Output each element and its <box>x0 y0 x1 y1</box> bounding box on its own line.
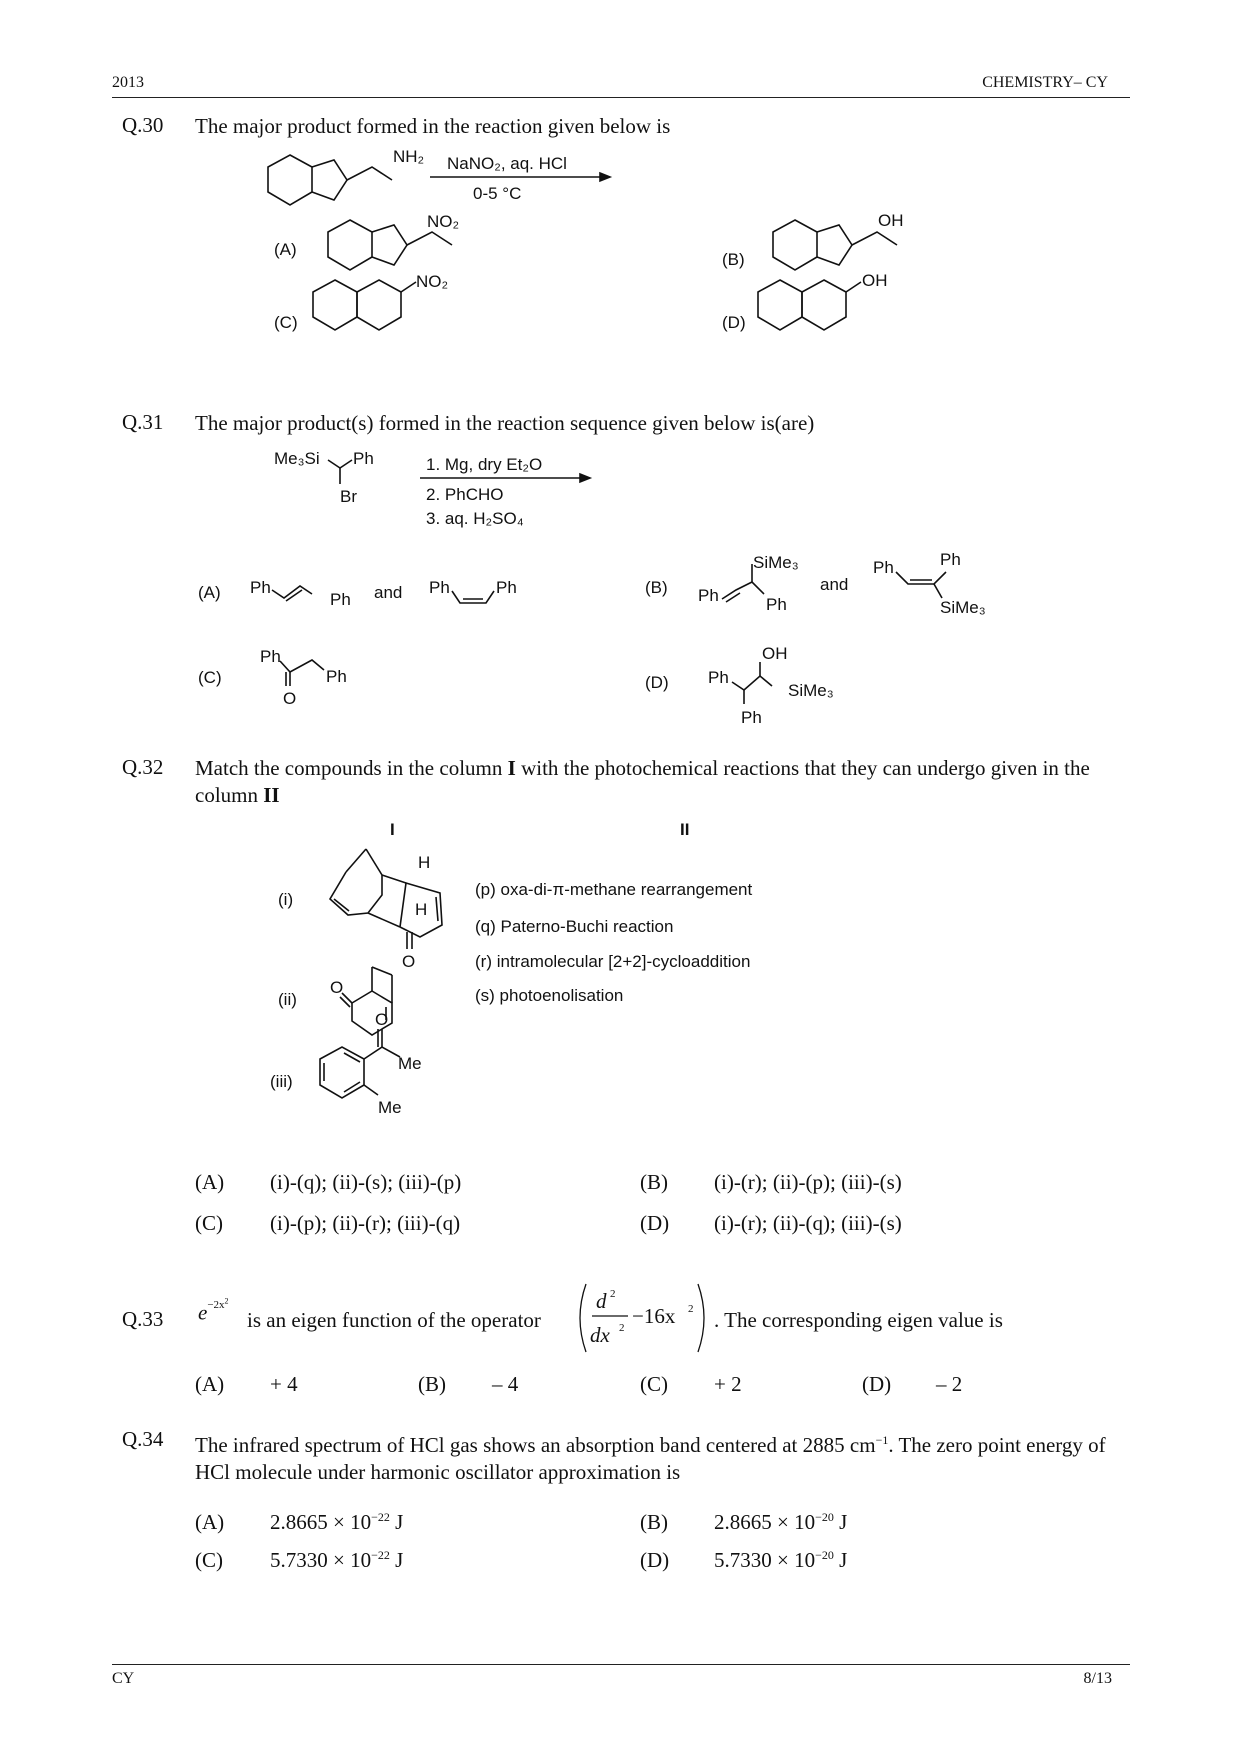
q30-option-c: (C) <box>274 313 298 332</box>
q31-number: Q.31 <box>122 410 164 434</box>
svg-text:2: 2 <box>619 1322 625 1334</box>
q30-option-d: (D) <box>722 313 746 332</box>
footer-page: 8/13 <box>1083 1670 1112 1687</box>
q30-structure-a <box>328 212 459 270</box>
q31-scheme <box>180 440 1080 730</box>
q32-reaction-s: (s) photoenolisation <box>475 986 624 1005</box>
q31-step-3: 3. aq. H₂SO₄ <box>426 509 524 528</box>
q31-option-a: (A) <box>198 583 221 602</box>
q30-text: The major product formed in the reaction given below is <box>195 114 671 138</box>
header-subject: CHEMISTRY– CY <box>982 74 1108 91</box>
q30-oh-d: OH <box>862 271 888 290</box>
header-rule <box>112 97 1130 98</box>
svg-text:Ph: Ph <box>940 550 961 569</box>
q32-option-a-text: (i)-(q); (ii)-(s); (iii)-(p) <box>270 1170 462 1194</box>
svg-text:Ph: Ph <box>873 558 894 577</box>
q31-structure-d <box>708 644 834 727</box>
q32-col2-head: II <box>680 820 690 839</box>
q31-step-2: 2. PhCHO <box>426 485 504 504</box>
q30-scheme <box>230 145 1030 375</box>
q31-text: The major product(s) formed in the reaction sequence given below is(are) <box>195 411 815 435</box>
q30-no2-c: NO₂ <box>416 272 449 291</box>
svg-text:Ph: Ph <box>250 578 271 597</box>
q32-reaction-p: (p) oxa-di-π-methane rearrangement <box>475 880 753 899</box>
svg-text:dx: dx <box>590 1323 610 1347</box>
svg-text:O: O <box>375 1010 389 1029</box>
q32-reaction-q: (q) Paterno-Buchi reaction <box>475 917 674 936</box>
q30-structure-d <box>758 271 888 330</box>
q31-structure-a <box>250 578 517 609</box>
q31-step-1: 1. Mg, dry Et₂O <box>426 455 543 474</box>
svg-text:O: O <box>402 952 416 971</box>
svg-text:Ph: Ph <box>326 667 347 686</box>
svg-text:Ph: Ph <box>708 668 729 687</box>
footer-code: CY <box>112 1670 135 1687</box>
q31-and-a: and <box>374 583 403 602</box>
q34-option-c-value: $5.7330 \times 10^{-22}$ J <box>270 1548 404 1572</box>
q33-text-mid: is an eigen function of the operator <box>247 1308 541 1332</box>
q30-oh-b: OH <box>878 211 904 230</box>
q34-option-d-value: $5.7330 \times 10^{-20}$ J <box>714 1548 848 1572</box>
q32-option-c-text: (i)-(p); (ii)-(r); (iii)-(q) <box>270 1211 461 1235</box>
svg-text:SiMe₃: SiMe₃ <box>753 553 799 572</box>
q31-option-d: (D) <box>645 673 669 692</box>
q32-option-b-label: (B) <box>640 1170 668 1194</box>
svg-text:Me: Me <box>378 1098 402 1117</box>
q32-number: Q.32 <box>122 755 164 779</box>
q30-option-b: (B) <box>722 250 745 269</box>
q32-col1-head: I <box>390 820 395 839</box>
q34-option-a-value: $2.8665 \times 10^{-22}$ J <box>270 1510 404 1534</box>
header-year: 2013 <box>112 74 144 91</box>
svg-text:Ph: Ph <box>330 590 351 609</box>
q32-structure-i <box>330 849 442 971</box>
q31-option-b: (B) <box>645 578 668 597</box>
svg-text:Ph: Ph <box>766 595 787 614</box>
svg-text:OH: OH <box>762 644 788 663</box>
svg-text:Ph: Ph <box>496 578 517 597</box>
q30-no2-a: NO₂ <box>427 212 460 231</box>
q32-reaction-r: (r) intramolecular [2+2]-cycloaddition <box>475 952 751 971</box>
q30-structure-b <box>773 211 904 270</box>
svg-text:SiMe₃: SiMe₃ <box>940 598 986 617</box>
q32-text: Match the compounds in the column I with the photochemical reactions that they can undergo given in the column II <box>195 756 1090 807</box>
svg-text:H: H <box>415 900 428 919</box>
q32-option-d-label: (D) <box>640 1211 670 1235</box>
q33-option-b-text: – 4 <box>492 1372 519 1396</box>
svg-text:SiMe₃: SiMe₃ <box>788 681 834 700</box>
q31-and-b: and <box>820 575 849 594</box>
q30-reactant <box>268 147 424 205</box>
svg-text:H: H <box>418 853 431 872</box>
q33-option-d-label: (D) <box>862 1372 892 1396</box>
svg-text:d: d <box>596 1289 607 1313</box>
q32-option-a-label: (A) <box>195 1170 225 1194</box>
q31-option-c: (C) <box>198 668 222 687</box>
q32-scheme <box>260 815 900 1145</box>
q32-compound-i: (i) <box>278 890 294 909</box>
svg-text:O: O <box>330 978 344 997</box>
svg-text:2: 2 <box>688 1303 694 1315</box>
q31-structure-b <box>698 550 986 617</box>
q34-option-a-label: (A) <box>195 1510 225 1534</box>
footer-rule <box>112 1664 1130 1665</box>
q33-operator <box>572 1280 732 1356</box>
q31-ph: Ph <box>353 449 374 468</box>
svg-text:O: O <box>283 689 297 708</box>
svg-text:Ph: Ph <box>741 708 762 727</box>
q32-compound-ii: (ii) <box>278 990 297 1009</box>
q30-reagent-bottom: 0-5 °C <box>473 184 522 203</box>
svg-text:−16x: −16x <box>632 1304 676 1328</box>
q30-reagent-top: NaNO₂, aq. HCl <box>447 154 567 173</box>
q32-structure-iii <box>320 1010 422 1117</box>
q34-number: Q.34 <box>122 1427 164 1451</box>
svg-text:2: 2 <box>610 1288 616 1300</box>
q31-br: Br <box>340 487 357 506</box>
q33-option-d-text: – 2 <box>936 1372 963 1396</box>
svg-text:Ph: Ph <box>698 586 719 605</box>
q34-option-d-label: (D) <box>640 1548 670 1572</box>
q33-function: $e^{-2x^2}$ <box>198 1296 229 1325</box>
q30-structure-c <box>313 272 448 330</box>
q33-number: Q.33 <box>122 1307 164 1331</box>
svg-text:Me: Me <box>398 1054 422 1073</box>
q34-option-b-label: (B) <box>640 1510 668 1534</box>
q31-structure-c <box>260 647 347 708</box>
q30-nh2-label: NH₂ <box>393 147 425 166</box>
q33-option-a-label: (A) <box>195 1372 225 1396</box>
q34-option-c-label: (C) <box>195 1548 223 1572</box>
q32-compound-iii: (iii) <box>270 1072 293 1091</box>
q30-number: Q.30 <box>122 113 164 137</box>
q33-option-c-label: (C) <box>640 1372 668 1396</box>
q34-text: The infrared spectrum of HCl gas shows an absorption band centered at 2885 $cm^{-1}$. The zero point energy of HCl molecule under harmonic oscillator approximation is <box>195 1433 1106 1484</box>
q30-option-a: (A) <box>274 240 297 259</box>
q33-text-end: . The corresponding eigen value is <box>714 1308 1003 1332</box>
q33-option-b-label: (B) <box>418 1372 446 1396</box>
q32-option-b-text: (i)-(r); (ii)-(p); (iii)-(s) <box>714 1170 902 1194</box>
q33-option-c-text: + 2 <box>714 1372 742 1396</box>
q32-option-d-text: (i)-(r); (ii)-(q); (iii)-(s) <box>714 1211 902 1235</box>
q31-me3si: Me₃Si <box>274 449 320 468</box>
svg-text:Ph: Ph <box>260 647 281 666</box>
svg-text:Ph: Ph <box>429 578 450 597</box>
q32-option-c-label: (C) <box>195 1211 223 1235</box>
q33-option-a-text: + 4 <box>270 1372 298 1396</box>
q34-option-b-value: $2.8665 \times 10^{-20}$ J <box>714 1510 848 1534</box>
